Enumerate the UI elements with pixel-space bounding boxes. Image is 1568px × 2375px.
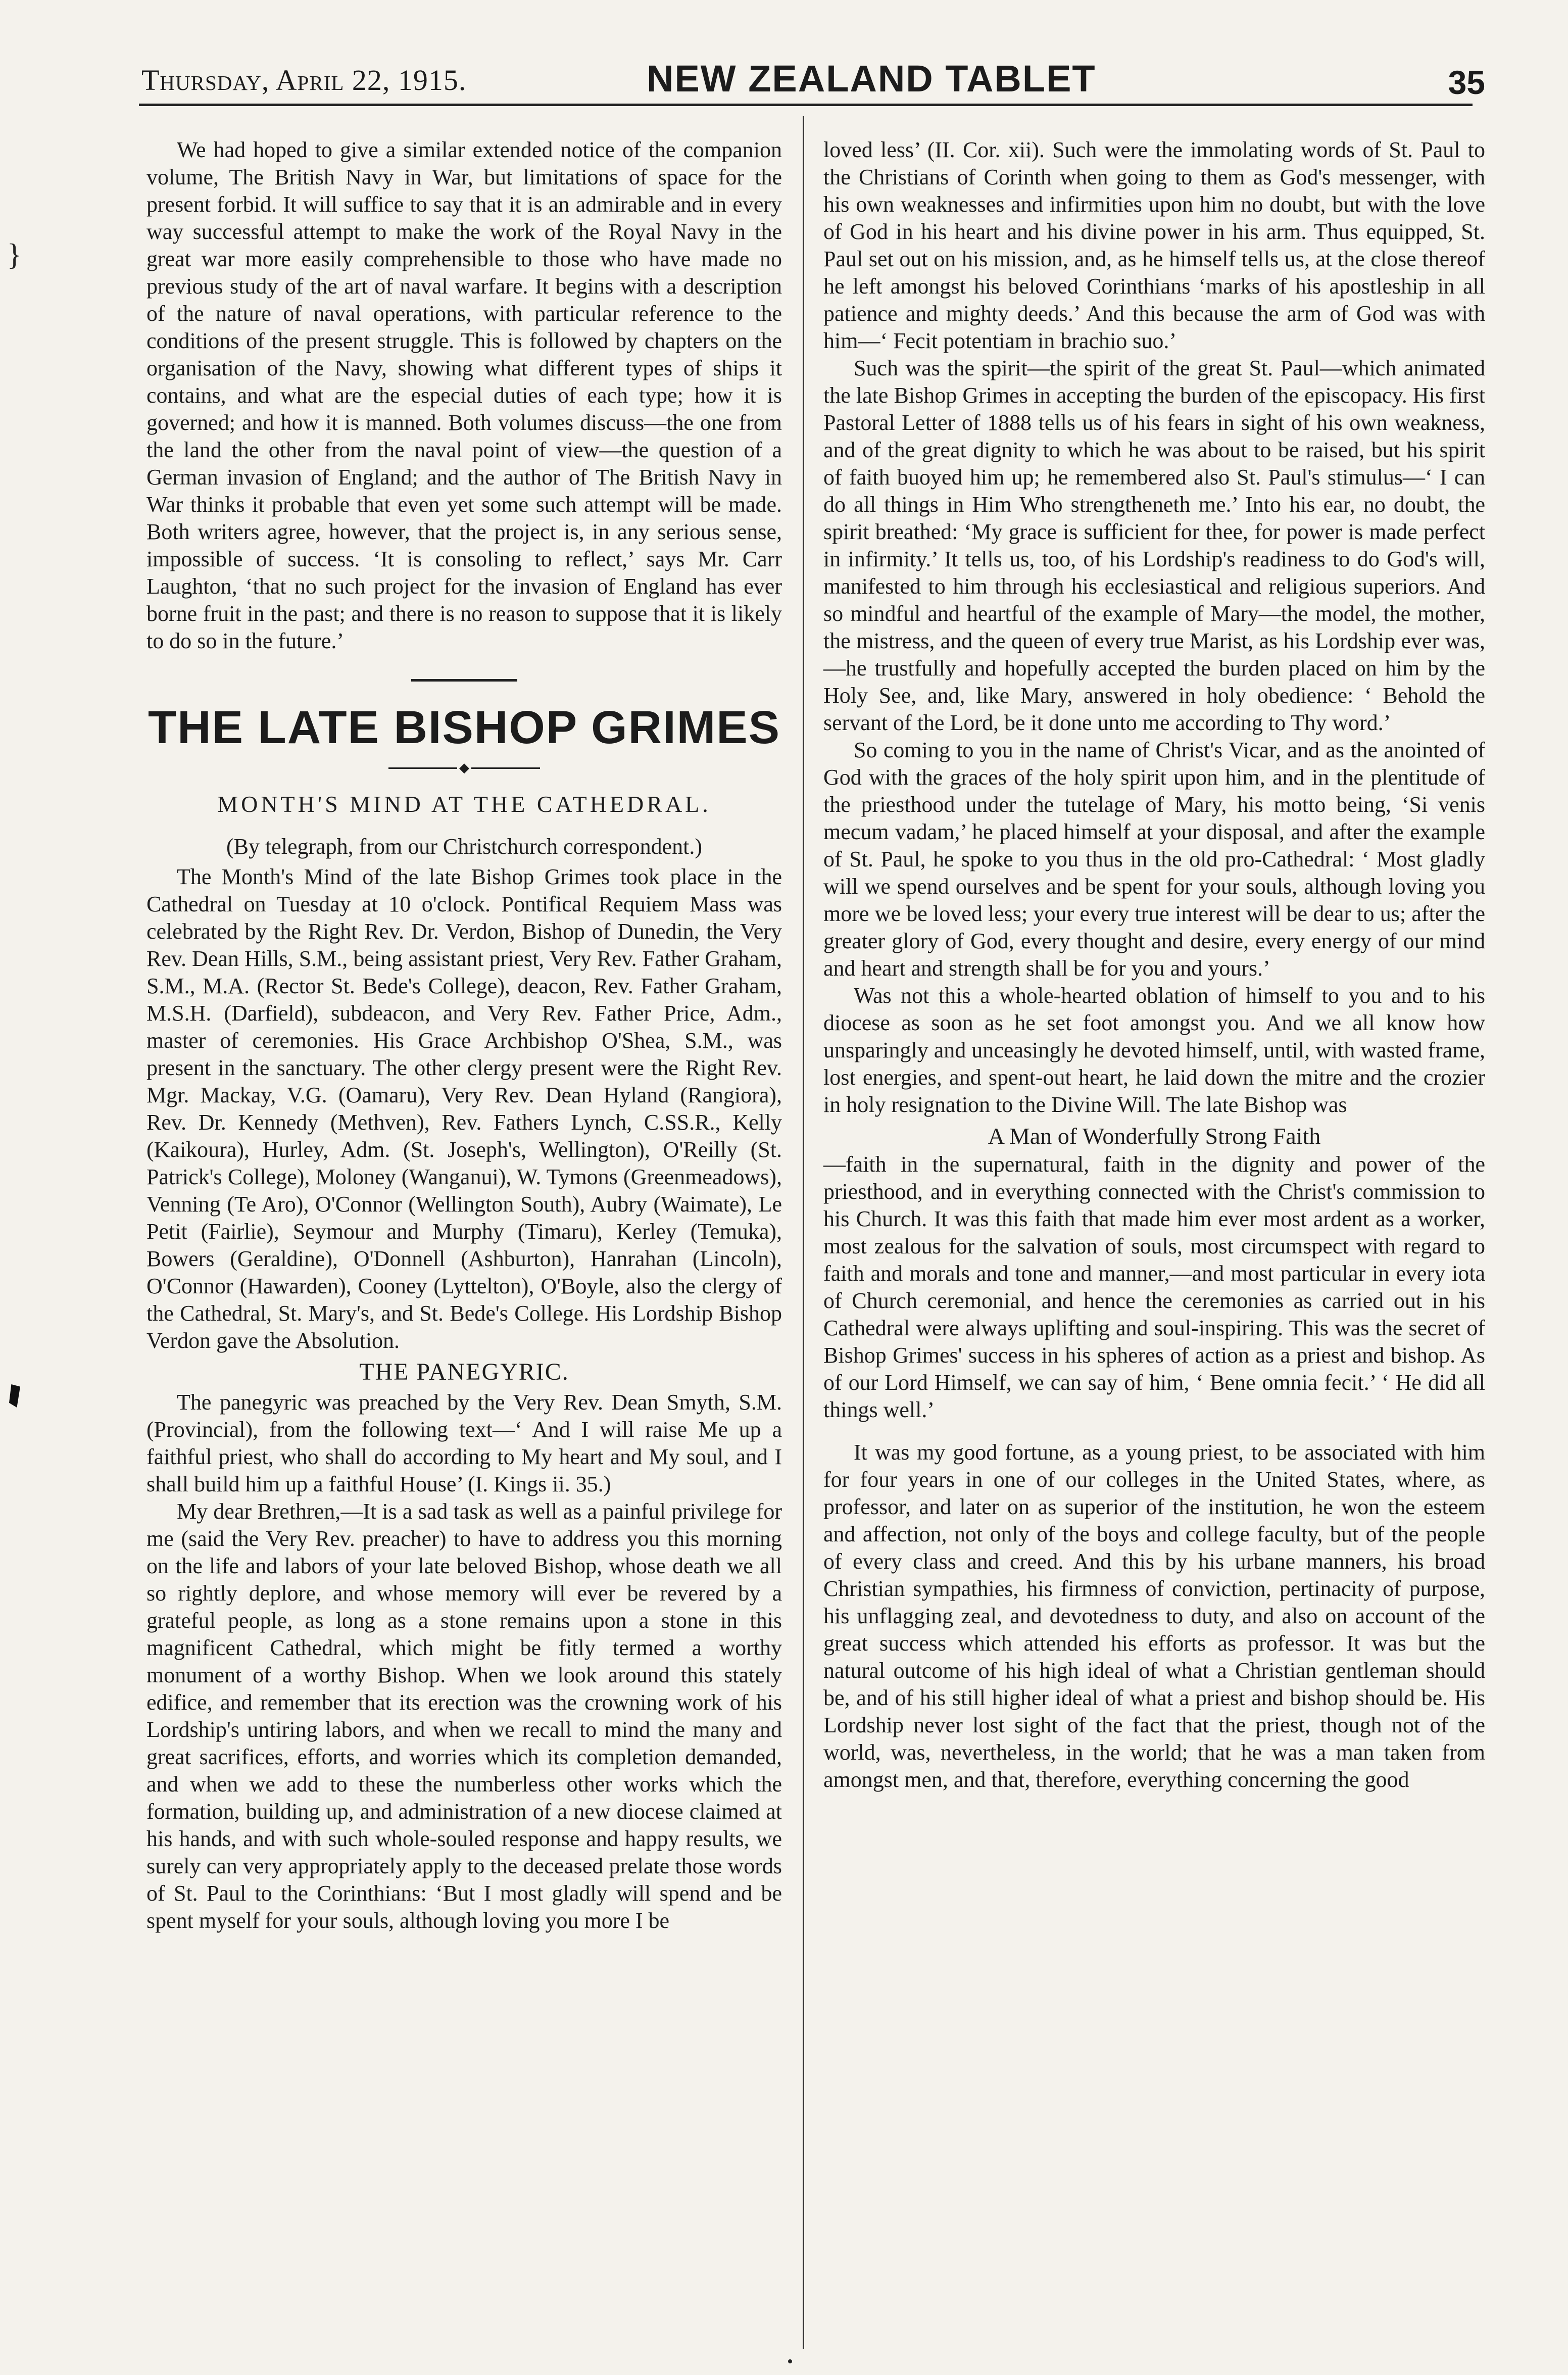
- book-notice-paragraph: We had hoped to give a similar extended notice of the companion volume, The British Navy in War, but limitations of space for the present forbid. It will suffice to say that it is an admirable and in every way successful attempt to make the work of the Royal Navy in the great war more easily comprehensible to those who have made no previous study of the art of naval warfare. It begins with a description of the nature of naval operations, with particular reference to the conditions of the present struggle. This is followed by chapters on the organisation of the Navy, showing what different types of ships it contains, and what are the especial duties of each type; how it is governed; and how it is manned. Both volumes discuss—the one from the land the other from the naval point of view—the question of a German invasion of England; and the author of The British Navy in War thinks it probable that even yet some such attempt will be made. Both writers agree, however, that the project is, in any serious sense, impossible of success. ‘It is consoling to reflect,’ says Mr. Carr Laughton, ‘that no such project for the invasion of England has ever borne fruit in the past; and there is no reason to suppose that it is likely to do so in the future.’: [146, 137, 782, 653]
- right-column: [823, 136, 1485, 1794]
- margin-ink-mark: [9, 1384, 20, 1408]
- publication-title: NEW ZEALAND TABLET: [647, 58, 1096, 100]
- diamond-icon: ◆: [457, 761, 471, 774]
- oblation-paragraph: Was not this a whole-hearted oblation of himself to you and to his diocese as soon as he set foot amongst you. And we all know how unsparingly and unceasingly he devoted himself, until, with wasted frame, lost energies, and spent-out heart, he laid down the mitre and the crozier in holy resignation to the Divine Will. The late Bishop was: [823, 983, 1485, 1117]
- page-number: 35: [1448, 64, 1485, 101]
- issue-date: Thursday, April 22, 1915.: [141, 64, 467, 96]
- article-subhead: MONTH'S MIND AT THE CATHEDRAL.: [217, 791, 711, 817]
- faith-subheading: A Man of Wonderfully Strong Faith: [988, 1123, 1321, 1149]
- footer-dot-mark: [788, 2359, 792, 2363]
- masthead: [81, 48, 1490, 109]
- margin-bracket-mark: }: [7, 238, 22, 271]
- article-byline: (By telegraph, from our Christchurch correspondent.): [226, 834, 703, 859]
- panegyric-heading: THE PANEGYRIC.: [359, 1359, 569, 1385]
- paragraph-gap: [823, 1424, 1485, 1439]
- column-divider: [803, 116, 804, 2349]
- coming-paragraph: So coming to you in the name of Christ's Vicar, and as the anointed of God with the graces of the holy spirit upon him, and in the plentitude of the priesthood under the tutelage of Mary, his motto being, ‘Si venis mecum vadam,’ he placed himself at your disposal, and after the example of St. Paul, he spoke to you thus in the old pro-Cathedral: ‘ Most gladly will we spend ourselves and be spent for your souls, although loving you more we be loved less; your every true interest will be dear to us; after the greater glory of God, every thought and desire, every energy of our mind and heart and strength shall be for you and yours.’: [823, 738, 1485, 981]
- panegyric-text-paragraph: The panegyric was preached by the Very Rev. Dean Smyth, S.M. (Provincial), from the following text—‘ And I will raise Me up a faithful priest, who shall do according to My heart and My soul, and I shall build him up a faithful House’ (I. Kings ii. 35.): [146, 1390, 782, 1496]
- continued-paragraph: loved less’ (II. Cor. xii). Such were the immolating words of St. Paul to the Christians of Corinth when going to them as God's messenger, with his own weaknesses and infirmities upon him no doubt, but with the love of God in his heart and his divine power in his arm. Thus equipped, St. Paul set out on his mission, and, as he himself tells us, at the close thereof he left amongst his beloved Corinthians ‘marks of his apostleship in all patience and mighty deeds.’ And this because the arm of God was with him—‘ Fecit potentiam in brachio suo.’: [823, 137, 1485, 353]
- faith-paragraph: —faith in the supernatural, faith in the dignity and power of the priesthood, and in everything connected with the Christ's commission to his Church. It was this faith that made him ever most ardent as a worker, most zealous for the salvation of souls, most circumspect with regard to faith and morals and tone and manner,—and most particular in every iota of Church ceremonial, and hence the ceremonies as carried out in his Cathedral were always uplifting and soul-inspiring. This was the secret of Bishop Grimes' success in his spheres of action as a priest and bishop. As of our Lord Himself, we can say of him, ‘ Bene omnia fecit.’ ‘ He did all things well.’: [823, 1152, 1485, 1422]
- spirit-paragraph: Such was the spirit—the spirit of the great St. Paul—which animated the late Bishop Grimes in accepting the burden of the episcopacy. His first Pastoral Letter of 1888 tells us of his fears in sight of his own weakness, and of the great dignity to which he was about to be raised, but his spirit of faith buoyed him up; he remembered also St. Paul's stimulus—‘ I can do all things in Him Who strengtheneth me.’ Into his ear, no doubt, the spirit breathed: ‘My grace is sufficient for thee, for power is made perfect in infirmity.’ It tells us, too, of his Lordship's readiness to do God's will, manifested to him through his ecclesiastical and religious superiors. And so mindful and heartful of the example of Mary—the model, the mother, the mistress, and the queen of every true Marist, as his Lordship ever was,—he trustfully and hopefully accepted the burden placed on him by the Holy See, and, like Mary, answered in holy obedience: ‘ Behold the servant of the Lord, be it done unto me according to Thy word.’: [823, 356, 1485, 735]
- service-paragraph: The Month's Mind of the late Bishop Grimes took place in the Cathedral on Tuesday at 10 o'clock. Pontifical Requiem Mass was celebrated by the Right Rev. Dr. Verdon, Bishop of Dunedin, the Very Rev. Dean Hills, S.M., being assistant priest, Very Rev. Father Graham, S.M., M.A. (Rector St. Bede's College), deacon, Rev. Father Graham, M.S.H. (Darfield), subdeacon, and Very Rev. Father Price, Adm., master of ceremonies. His Grace Archbishop O'Shea, S.M., was present in the sanctuary. The other clergy present were the Right Rev. Mgr. Mackay, V.G. (Oamaru), Very Rev. Dean Hyland (Rangiora), Rev. Dr. Kennedy (Methven), Rev. Fathers Lynch, C.SS.R., Kelly (Kaikoura), Hurley, Adm. (St. Joseph's, Wellington), O'Reilly (St. Patrick's College), Moloney (Wanganui), W. Tymons (Greenmeadows), Venning (Te Aro), O'Connor (Wellington South), Aubry (Waimate), Le Petit (Fairlie), Seymour and Murphy (Timaru), Kerley (Temuka), Bowers (Geraldine), O'Donnell (Ashburton), Hanrahan (Lincoln), O'Connor (Hawarden), Cooney (Lyttelton), O'Boyle, also the clergy of the Cathedral, St. Mary's, and St. Bede's College. His Lordship Bishop Verdon gave the Absolution.: [146, 864, 782, 1353]
- masthead-rule: [139, 104, 1473, 106]
- section-rule: [411, 679, 517, 682]
- fortune-paragraph: It was my good fortune, as a young priest, to be associated with him for four years in one of our colleges in the United States, where, as professor, and later on as superior of the institution, he won the esteem and affection, not only of the boys and college faculty, but of the people of every class and creed. And this by his urbane manners, his broad Christian sympathies, his firmness of conviction, pertinacity of purpose, his unflagging zeal, and devotedness to duty, and also on account of the great success which attended his efforts as professor. It was but the natural outcome of his high ideal of what a Christian gentleman should be, and of his still higher ideal of what a priest and bishop should be. His Lordship never lost sight of the fact that the priest, though not of the world, was, nevertheless, in the world; that he was a man taken from amongst men, and that, therefore, everything concerning the good: [823, 1440, 1485, 1792]
- article-headline: THE LATE BISHOP GRIMES: [148, 702, 781, 753]
- headline-ornament: [388, 760, 540, 775]
- panegyric-opening-paragraph: My dear Brethren,—It is a sad task as well as a painful privilege for me (said the Very Rev. preacher) to have to address you this morning on the life and labors of your late beloved Bishop, whose death we all so rightly deplore, and whose memory will ever be revered by a grateful people, as long as a stone remains upon a stone in this magnificent Cathedral, which might be fitly termed a worthy monument of a worthy Bishop. When we look around this stately edifice, and remember that its erection was the crowning work of his Lordship's untiring labors, and when we recall to mind the many and great sacrifices, efforts, and worries which its completion demanded, and when we add to these the numberless other works which the formation, building up, and administration of a new diocese claimed at his hands, and with such whole-souled response and happy results, we surely can very appropriately apply to the deceased prelate those words of St. Paul to the Corinthians: ‘But I most gladly will spend and be spent myself for your souls, although loving you more I be: [146, 1499, 782, 1933]
- left-column: [146, 136, 782, 1934]
